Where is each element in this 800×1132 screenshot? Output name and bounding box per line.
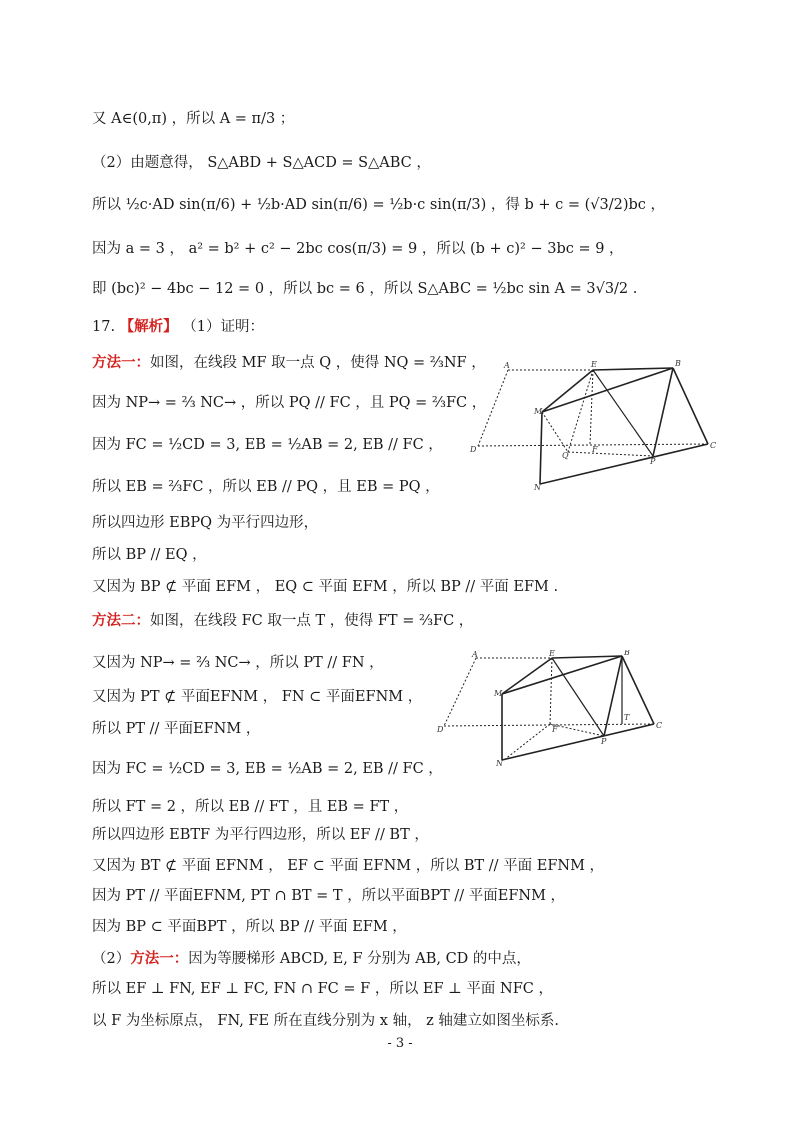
vertex-label: M: [494, 689, 503, 698]
vertex-label: B: [675, 360, 681, 368]
vertex-label: P: [601, 737, 607, 746]
edge-MQ: [542, 412, 568, 452]
analysis-tag: 【解析】: [119, 318, 178, 335]
text-line: 因为 NP→ = ⅔ NC→ ，所以 PQ // FC ，且 PQ = ⅔FC ，: [92, 395, 487, 411]
figure-2-diagram: [436, 650, 666, 768]
edge-BP: [653, 368, 673, 456]
text-line: 所以 EB = ⅔FC ，所以 EB // PQ ，且 EB = PQ ，: [92, 479, 440, 495]
vertex-label: P: [650, 457, 656, 466]
text-line: 又因为 BT ⊄ 平面 EFNM ， EF ⊂ 平面 EFNM ，所以 BT // 平面 EFNM ，: [92, 858, 605, 874]
text-line: 所以四边形 EBTF 为平行四边形，所以 EF // BT ，: [92, 827, 429, 843]
edge-ME: [502, 658, 552, 694]
text-line: 因为 FC = ½CD = 3, EB = ½AB = 2, EB // FC ，: [92, 761, 443, 777]
text-line: 因为 BP ⊂ 平面BPT ，所以 BP // 平面 EFM ，: [92, 919, 407, 935]
method-label: 方法二：: [92, 612, 150, 629]
text-line: 所以 EF ⊥ FN, EF ⊥ FC, FN ∩ FC = F ，所以 EF ⊥ 平面 NFC ，: [92, 981, 553, 997]
text-span: 因为等腰梯形 ABCD, E, F 分别为 AB, CD 的中点，: [188, 951, 531, 967]
vertex-label: D: [437, 725, 444, 734]
vertex-label: D: [470, 445, 477, 454]
vertex-label: N: [496, 759, 503, 768]
edge-MN: [540, 412, 542, 484]
text-line: 所以 PT // 平面EFNM ，: [92, 721, 261, 737]
method-two-line: [92, 610, 473, 632]
edge-EP: [593, 370, 653, 456]
text-line: 又 A∈(0,π) ，所以 A = π/3 ；: [92, 111, 295, 127]
vertex-label: C: [656, 721, 663, 730]
method-label: 方法一：: [92, 354, 150, 371]
text-line: 因为 a = 3 ， a² = b² + c² − 2bc cos(π/3) = 9 ，所以 (b + c)² − 3bc = 9 ，: [92, 241, 624, 257]
text-line: 又因为 NP→ = ⅔ NC→ ，所以 PT // FN ，: [92, 655, 384, 671]
text-span: 如图，在线段 FC 取一点 T ，使得 FT = ⅔FC ，: [150, 613, 474, 629]
vertex-label: E: [549, 650, 555, 658]
page-number: - 3 -: [387, 1036, 413, 1051]
text-line: 即 (bc)² − 4bc − 12 = 0 ，所以 bc = 6 ，所以 S△ABC = ½bc sin A = 3√3/2 .: [92, 281, 638, 297]
edge-EB: [593, 368, 673, 370]
text-line: 所以 BP // EQ ，: [92, 547, 207, 563]
vertex-label: N: [534, 483, 541, 492]
edge-BC: [673, 368, 708, 444]
edge-EB: [552, 656, 622, 658]
vertex-label: A: [472, 650, 478, 659]
part-label: （2）: [92, 951, 131, 967]
edge-AD: [478, 370, 508, 446]
edge-ME: [542, 370, 593, 412]
problem-header: [92, 316, 264, 338]
text-line: （2）由题意得， S△ABD + S△ACD = S△ABC ，: [92, 155, 431, 171]
edge-NC: [540, 444, 708, 484]
vertex-label: F: [552, 725, 558, 734]
edge-AD: [444, 658, 476, 726]
method-label: 方法一：: [130, 950, 189, 967]
vertex-label: B: [624, 650, 630, 657]
edge-EQ: [568, 370, 593, 452]
text-line: 所以 FT = 2 ，所以 EB // FT ，且 EB = FT ，: [92, 799, 409, 815]
vertex-label: C: [710, 441, 717, 450]
vertex-label: E: [591, 360, 597, 369]
vertex-label: F: [592, 445, 598, 454]
problem-number: 17.: [92, 319, 116, 335]
text-line: 又因为 BP ⊄ 平面 EFM ， EQ ⊂ 平面 EFM ，所以 BP // 平面 EFM .: [92, 579, 559, 595]
edge-QP: [568, 452, 653, 456]
text-line: 所以 ½c·AD sin(π/6) + ½b·AD sin(π/6) = ½b·c sin(π/3) ，得 b + c = (√3/2)bc ，: [92, 197, 666, 213]
part-label: （1）证明：: [182, 319, 265, 335]
figure-1-diagram: [468, 360, 718, 492]
vertex-label: Q: [562, 451, 569, 460]
vertex-label: A: [504, 361, 510, 370]
vertex-label: T: [624, 713, 630, 722]
part-two-line: [92, 948, 531, 970]
method-one-line: [92, 352, 486, 374]
edge-EF: [590, 370, 593, 444]
vertex-label: M: [534, 407, 543, 416]
text-line: 因为 FC = ½CD = 3, EB = ½AB = 2, EB // FC ，: [92, 437, 443, 453]
edge-MB: [502, 656, 622, 694]
edge-NC: [502, 724, 654, 760]
text-line: 所以四边形 EBPQ 为平行四边形，: [92, 515, 319, 531]
text-line: 又因为 PT ⊄ 平面EFNM ， FN ⊂ 平面EFNM ，: [92, 689, 423, 705]
text-line: 以 F 为坐标原点， FN, FE 所在直线分别为 x 轴， z 轴建立如图坐标系.: [92, 1013, 560, 1029]
text-line: 因为 PT // 平面EFNM, PT ∩ BT = T ，所以平面BPT // 平面EFNM ，: [92, 888, 566, 904]
text-span: 如图，在线段 MF 取一点 Q ，使得 NQ = ⅔NF ，: [150, 355, 486, 371]
edge-EF: [550, 658, 552, 724]
edge-FP: [550, 724, 604, 736]
